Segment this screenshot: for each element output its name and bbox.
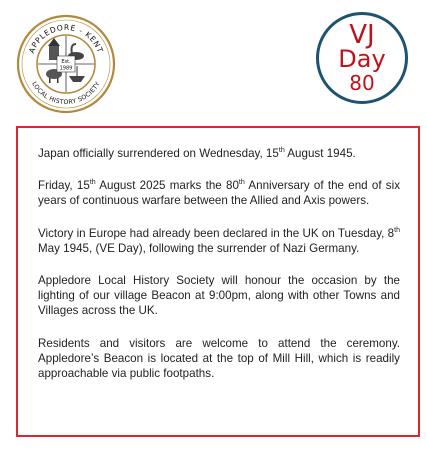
paragraph-attendance: Residents and visitors are welcome to attend the ceremony. Appledore’s Beacon is located at the top of Mill Hill, which is readily approachable via public footpaths. (38, 336, 400, 381)
paragraph-anniversary (38, 178, 400, 208)
logo-est-year: 1989 (59, 65, 73, 72)
ordinal-suffix: th (394, 226, 400, 234)
notice-box (16, 126, 420, 437)
text-span: Japan officially surrendered on Wednesday, 15 (38, 147, 279, 160)
text-span: August 2025 marks the 80 (95, 179, 239, 193)
text-span: Anniversary of the end of six years of continuous warfare between the Allied and Axis powers. (38, 179, 400, 208)
badge-line-day: Day (338, 44, 386, 73)
paragraph-ve-day (38, 226, 400, 256)
society-seal-icon (16, 14, 116, 114)
paragraph-beacon: Appledore Local History Society will honour the occasion by the lighting of our village Beacon at 9:00pm, along with other Towns and Villages across the UK. (38, 274, 400, 318)
logo-est-label: Est. (61, 59, 71, 65)
vj-day-badge (316, 12, 408, 104)
text-span: August 1945. (284, 147, 356, 160)
ordinal-suffix: th (278, 147, 285, 155)
society-logo (16, 14, 116, 114)
logo-bottom-text: LOCAL HISTORY SOCIETY (30, 80, 102, 107)
ordinal-suffix: th (238, 179, 245, 187)
text-span: May 1945, (VE Day), following the surrender of Nazi Germany. (38, 241, 360, 255)
badge-line-vj: VJ (349, 19, 375, 50)
ordinal-suffix: th (89, 179, 96, 187)
badge-line-80: 80 (349, 70, 375, 95)
paragraph-surrender (38, 146, 400, 161)
logo-top-text: APPLEDORE - KENT (26, 22, 106, 55)
text-span: Victory in Europe had already been declared in the UK on Tuesday, 8 (38, 226, 395, 240)
text-span: Friday, 15 (38, 179, 90, 193)
